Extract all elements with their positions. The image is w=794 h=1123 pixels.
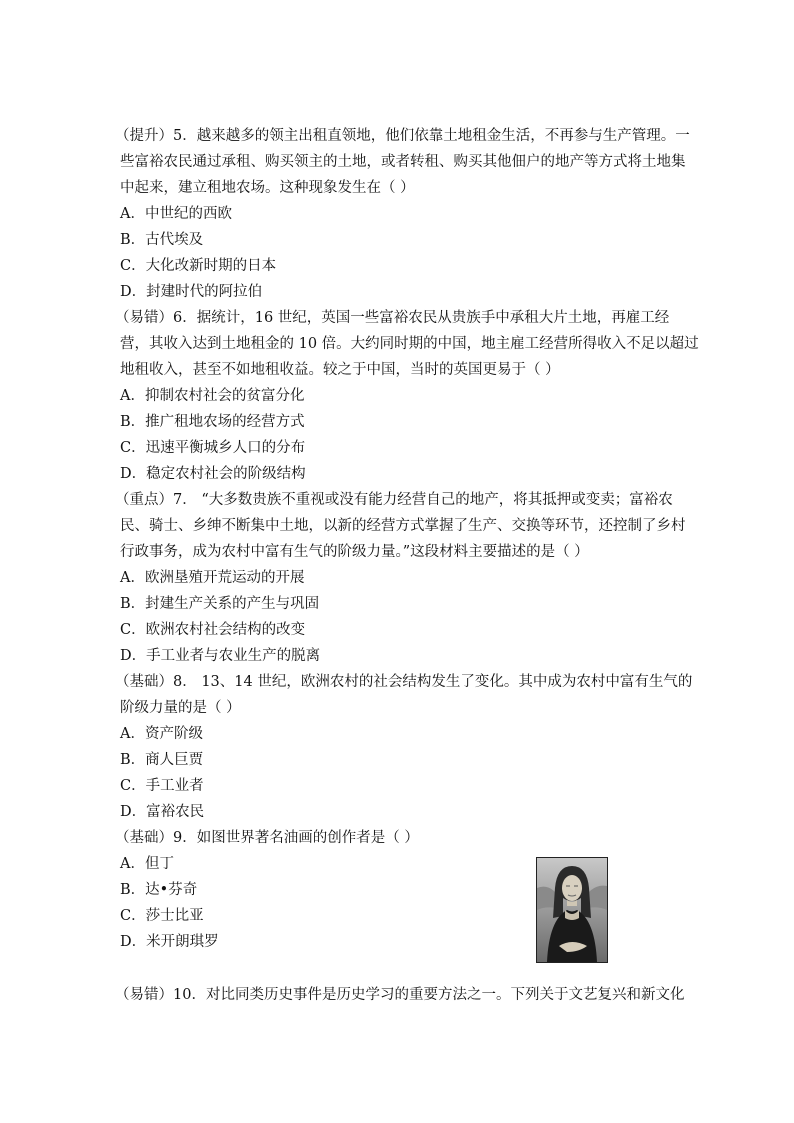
q9-option-b: B．达•芬奇 [120, 882, 198, 898]
q8-line-1: （基础）8． 13、14 世纪，欧洲农村的社会结构发生了变化。其中成为农村中富有生气的 [115, 674, 693, 690]
q6-option-a: A．抑制农村社会的贫富分化 [120, 388, 305, 404]
q5-line-3: 中起来，建立租地农场。这种现象发生在（ ） [120, 180, 415, 196]
q8-option-a: A．资产阶级 [120, 726, 203, 742]
q5-line-1: （提升）5．越来越多的领主出租直领地，他们依靠土地租金生活，不再参与生产管理。一 [115, 128, 690, 144]
q6-option-b: B．推广租地农场的经营方式 [120, 414, 305, 430]
q9-option-c: C．莎士比亚 [120, 908, 204, 924]
q5-option-b: B．古代埃及 [120, 232, 204, 248]
q6-line-3: 地租收入，甚至不如地租收益。较之于中国，当时的英国更易于（ ） [120, 362, 560, 378]
q8-option-c: C．手工业者 [120, 778, 204, 794]
q7-option-c: C．欧洲农村社会结构的改变 [120, 622, 306, 638]
q7-line-2: 民、骑士、乡绅不断集中土地，以新的经营方式掌握了生产、交换等环节，还控制了乡村 [120, 518, 686, 534]
q9-option-d: D．米开朗琪罗 [120, 934, 219, 950]
q5-option-c: C．大化改新时期的日本 [120, 258, 277, 274]
q7-option-d: D．手工业者与农业生产的脱离 [120, 648, 321, 664]
q9-line-1: （基础）9．如图世界著名油画的创作者是（ ） [115, 830, 419, 846]
q10-line-1: （易错）10．对比同类历史事件是历史学习的重要方法之一。下列关于文艺复兴和新文化 [115, 987, 685, 1003]
q6-option-d: D．稳定农村社会的阶级结构 [120, 466, 306, 482]
q7-option-b: B．封建生产关系的产生与巩固 [120, 596, 320, 612]
q5-option-d: D．封建时代的阿拉伯 [120, 284, 263, 300]
q6-line-1: （易错）6．据统计，16 世纪，英国一些富裕农民从贵族手中承租大片土地，再雇工经 [115, 310, 670, 326]
q5-line-2: 些富裕农民通过承租、购买领主的土地，或者转租、购买其他佃户的地产等方式将土地集 [120, 154, 686, 170]
q7-line-3: 行政事务，成为农村中富有生气的阶级力量。”这段材料主要描述的是（ ） [120, 544, 589, 560]
mona-lisa-portrait-icon [536, 857, 608, 963]
q5-option-a: A．中世纪的西欧 [120, 206, 232, 222]
q8-option-d: D．富裕农民 [120, 804, 205, 820]
q9-option-a: A．但丁 [120, 856, 174, 872]
q7-line-1: （重点）7． “大多数贵族不重视或没有能力经营自己的地产，将其抵押或变卖；富裕农 [115, 492, 673, 508]
q6-line-2: 营，其收入达到土地租金的 10 倍。大约同时期的中国，地主雇工经营所得收入不足以超过 [120, 336, 699, 352]
q6-option-c: C．迅速平衡城乡人口的分布 [120, 440, 306, 456]
q7-option-a: A．欧洲垦殖开荒运动的开展 [120, 570, 305, 586]
q8-option-b: B．商人巨贾 [120, 752, 204, 768]
q8-line-2: 阶级力量的是（ ） [120, 700, 241, 716]
